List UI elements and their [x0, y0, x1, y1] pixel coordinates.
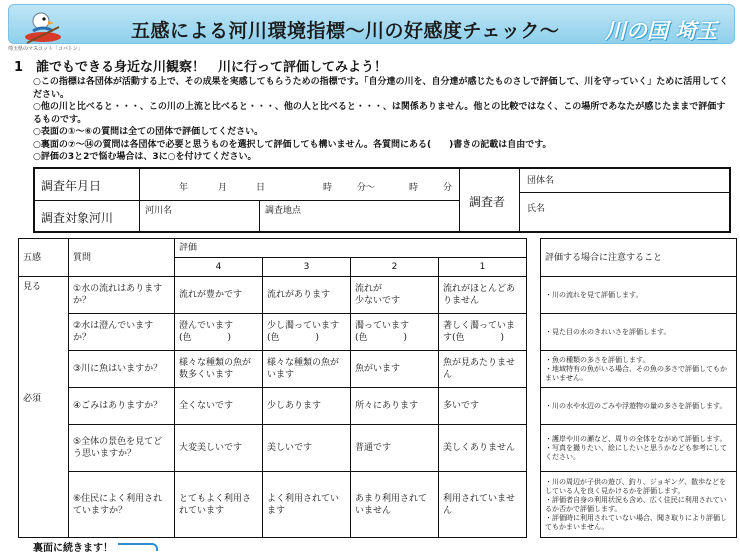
kobaton-mascot-icon: [23, 7, 65, 47]
question-cell: ⑤全体の景色を見てどう思いますか？: [69, 425, 175, 472]
rating-option[interactable]: 多いです: [439, 388, 527, 425]
rating-option[interactable]: 様々な種類の魚がいます: [263, 351, 351, 388]
question-cell: ③川に魚はいますか？: [69, 351, 175, 388]
instruction-item: ○表面の①～⑥の質問は全ての団体で評価してください。: [33, 127, 264, 137]
rating-option[interactable]: 流れが 少ないです: [351, 277, 439, 314]
continue-arrow-icon: [118, 543, 158, 551]
rating-option[interactable]: とてもよく利用されています: [175, 472, 263, 538]
question-cell: ②水は澄んでいますか？: [69, 314, 175, 351]
rating-option[interactable]: 普通です: [351, 425, 439, 472]
rating-option[interactable]: 少しあります: [263, 388, 351, 425]
rating-option[interactable]: 美しいです: [263, 425, 351, 472]
target-river-label: 調査対象河川: [41, 211, 114, 225]
rating-option[interactable]: 濁っています (色 ): [351, 314, 439, 351]
rating-option[interactable]: 著しく濁っています(色 ): [439, 314, 527, 351]
required-label: 必須: [23, 394, 42, 404]
instruction-item: ○裏面の⑦～⑭の質問は各団体で必要と思うものを選択して評価しても構いません。各質問にある( )書きの記載は自由です。: [33, 139, 552, 150]
rating-option[interactable]: 魚が見あたりません: [439, 351, 527, 388]
rating-option[interactable]: 魚がいます: [351, 351, 439, 388]
rating-option[interactable]: よく利用されています: [263, 472, 351, 538]
date-month-field[interactable]: 月: [218, 183, 228, 193]
question-header: 質問: [69, 239, 175, 277]
saitama-logo: 川の国 埼玉: [605, 19, 718, 43]
river-name-field[interactable]: 河川名: [145, 206, 173, 216]
question-cell: ⑥住民によく利用されていますか？: [69, 472, 175, 538]
survey-info-table: [33, 167, 731, 233]
date-day-field[interactable]: 日: [256, 183, 266, 193]
senses-header: 五感: [19, 239, 69, 277]
score-4-header: 4: [175, 258, 263, 277]
start-minute-field[interactable]: 分～: [357, 183, 376, 193]
instruction-item: ○評価の3と2で悩む場合は、3に○を付けてください。: [33, 152, 257, 162]
surveyor-label: 調査者: [469, 195, 506, 209]
survey-site-field[interactable]: 調査地点: [265, 206, 302, 216]
rating-option[interactable]: あまり利用されていません: [351, 472, 439, 538]
instructions: [33, 76, 729, 164]
note-cell: ・川の周辺が子供の遊び、釣り、ジョギング、散歩などをしている人を良く見かけるかを評価します。 ・評価者自身の利用状況も含め、広く住民に利用されているか否かで評価します。 ・評価時に利用されていない場合、聞き取りにより評価してもかまいません。: [541, 472, 737, 538]
score-2-header: 2: [351, 258, 439, 277]
rating-option[interactable]: 様々な種類の魚が数多くいます: [175, 351, 263, 388]
rating-option[interactable]: 流れがあります: [263, 277, 351, 314]
note-cell: ・川の流れを見て評価します。: [541, 277, 737, 314]
section-heading: 1 誰でもできる身近な川観察！ 川に行って評価してみよう！: [14, 60, 388, 75]
end-minute-field[interactable]: 分: [443, 183, 453, 193]
end-hour-field[interactable]: 時: [409, 183, 419, 193]
senses-cell: [19, 277, 69, 538]
note-cell: ・見た目の水のきれいさを評価します。: [541, 314, 737, 351]
rating-option[interactable]: 流れがほとんどありません: [439, 277, 527, 314]
rating-option[interactable]: 利用されていません: [439, 472, 527, 538]
survey-date-label: 調査年月日: [41, 179, 102, 193]
page-title: 五感による河川環境指標～川の好感度チェック～: [131, 20, 560, 42]
rating-option[interactable]: 大変美しいです: [175, 425, 263, 472]
notes-header: 評価する場合に注意すること: [541, 239, 737, 277]
group-name-field[interactable]: 団体名: [527, 176, 555, 186]
note-cell: ・護岸や川の瀬など、周りの全体をながめて評価します。 ・写真を撮りたい、絵にしたいと思うかなども参考にしてください。: [541, 425, 737, 472]
rating-option[interactable]: 少し濁っています (色 ): [263, 314, 351, 351]
surveyor-name-field[interactable]: 氏名: [527, 204, 546, 214]
score-1-header: 1: [439, 258, 527, 277]
evaluation-table: [18, 238, 737, 538]
rating-option[interactable]: 全くないです: [175, 388, 263, 425]
question-cell: ④ごみはありますか？: [69, 388, 175, 425]
date-year-field[interactable]: 年: [179, 183, 189, 193]
rating-header: 評価: [175, 239, 527, 258]
start-hour-field[interactable]: 時: [323, 183, 333, 193]
note-cell: ・魚の種類の多さを評価します。 ・地域特有の魚がいる場合、その魚の多さで評価してもかまいません。: [541, 351, 737, 388]
rating-option[interactable]: 流れが豊かです: [175, 277, 263, 314]
mascot-caption: 埼玉県のマスコット「コバトン」: [8, 46, 83, 52]
question-cell: ①水の流れはありますか？: [69, 277, 175, 314]
sense-see-label: 見る: [23, 282, 42, 292]
note-cell: ・川の水や水辺のごみや浮遊物の量の多さを評価します。: [541, 388, 737, 425]
rating-option[interactable]: 澄んでいます (色 ): [175, 314, 263, 351]
continue-note: 裏面に続きます！: [33, 543, 113, 554]
instruction-item: ○他の川と比べると・・・、この川の上流と比べると・・・、他の人と比べると・・・、は関係ありません。他との比較ではなく、この場所であなたが感じたままで評価するものです。: [33, 102, 726, 125]
title-banner: [8, 4, 735, 44]
instruction-item: ○この指標は各団体が活動する上で、その成果を実感してもらうための指標です。「自分達の川を、自分達が感じたものさしで評価して、川を守っていく」ために活用してください。: [33, 77, 729, 100]
rating-option[interactable]: 所々にあります: [351, 388, 439, 425]
rating-option[interactable]: 美しくありません: [439, 425, 527, 472]
score-3-header: 3: [263, 258, 351, 277]
